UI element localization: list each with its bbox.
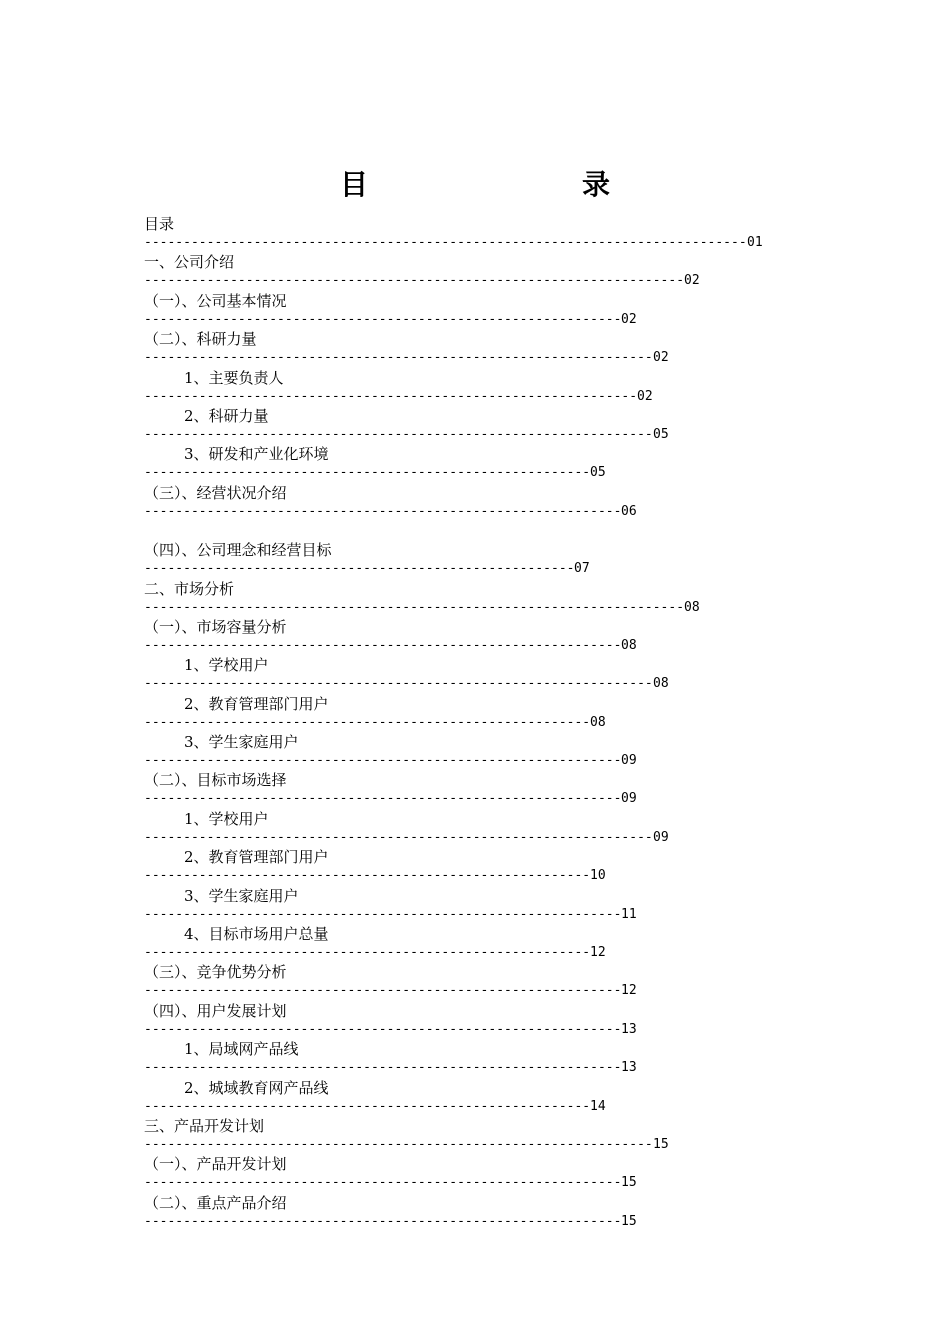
toc-entry[interactable] [144,845,804,883]
toc-entry-page-number: 08 [590,714,606,730]
toc-entry-page-number: 08 [684,599,700,615]
toc-entry[interactable] [144,442,804,480]
toc-entry-page-number: 11 [621,906,637,922]
toc-entry[interactable] [144,577,804,615]
toc-entry[interactable] [144,653,804,691]
toc-entry[interactable] [144,692,804,730]
toc-entry-label: 1、局域网产品线 [184,1040,299,1059]
toc-entry-page-number: 05 [590,465,606,481]
toc-entry-label: 2、城域教育网产品线 [184,1078,329,1097]
toc-entry-label: 3、学生家庭用户 [184,886,299,905]
toc-entry-leader: ------------------------------------------------------------- [144,906,622,922]
toc-entry-leader: ------------------------------------------------------------- [144,791,622,807]
toc-entry-leader: ------------------------------------------------------------- [144,1021,622,1037]
toc-entry-leader: ------------------------------------------------------------- [144,753,622,769]
toc-entry-page-number: 08 [621,637,637,653]
toc-entry-leader: --------------------------------------------------------- [144,465,591,481]
toc-entry-page-number: 05 [653,426,669,442]
toc-entry-leader: ------------------------------------------------------------- [144,637,622,653]
toc-entry-label: （二）、科研力量 [144,330,257,349]
toc-entry-label: 1、学校用户 [184,809,269,828]
toc-entry-leader: --------------------------------------------------------- [144,868,591,884]
toc-title [0,163,950,203]
toc-entry-page-number: 02 [637,388,653,404]
toc-entry-page-number: 15 [621,1175,637,1191]
toc-entry[interactable] [144,538,804,576]
toc-entry-label: （一）、产品开发计划 [144,1155,287,1174]
toc-entry-label: 3、研发和产业化环境 [184,445,329,464]
toc-entry-page-number: 07 [574,561,590,577]
toc-entry-label: 2、教育管理部门用户 [184,848,329,867]
toc-title-char-1: 目 [340,168,369,201]
toc-entry-leader: --------------------------------------------------------- [144,1098,591,1114]
toc-entry-label: 2、科研力量 [184,406,269,425]
toc-entry-label: 3、学生家庭用户 [184,733,299,752]
toc-entry-leader: ------------------------------------------------------------- [144,311,622,327]
toc-entry[interactable] [144,807,804,845]
toc-entry-leader: --------------------------------------------------------------- [144,388,638,404]
toc-list [144,212,804,1229]
toc-entry-page-number: 09 [621,791,637,807]
toc-entry[interactable] [144,1191,804,1229]
toc-entry-label: （二）、目标市场选择 [144,771,287,790]
toc-entry-label: （四）、用户发展计划 [144,1001,287,1020]
toc-entry[interactable] [144,999,804,1037]
toc-entry[interactable] [144,1152,804,1190]
toc-entry-page-number: 13 [621,1021,637,1037]
toc-entry-page-number: 01 [747,235,763,250]
toc-entry-page-number: 15 [621,1213,637,1229]
toc-entry-leader: --------------------------------------------------------- [144,714,591,730]
toc-entry[interactable] [144,1114,804,1152]
toc-entry-page-number: 02 [684,273,700,289]
toc-entry-page-number: 14 [590,1098,606,1114]
toc-entry-leader: ----------------------------------------------------------------- [144,676,653,692]
toc-entry[interactable] [144,327,804,365]
toc-entry-label: 三、产品开发计划 [144,1116,265,1135]
toc-entry-leader: ----------------------------------------------------------------- [144,829,653,845]
toc-entry[interactable] [144,884,804,922]
toc-entry-page-number: 10 [590,868,606,884]
toc-entry-label: （二）、重点产品介绍 [144,1193,287,1212]
toc-entry[interactable] [144,922,804,960]
toc-entry-leader: ------------------------------------------------------------- [144,1060,622,1076]
toc-entry-page-number: 09 [653,829,669,845]
toc-entry-label: 1、主要负责人 [184,368,284,387]
toc-entry-page-number: 09 [621,753,637,769]
toc-entry-leader: ------------------------------------------------------------- [144,503,622,519]
toc-entry-page-number: 13 [621,1060,637,1076]
toc-entry[interactable] [144,1037,804,1075]
toc-title-char-2: 录 [582,168,611,201]
toc-entry[interactable] [144,615,804,653]
toc-entry-page-number: 15 [653,1136,669,1152]
toc-entry-page-number: 12 [621,983,637,999]
toc-entry-label: （三）、竞争优势分析 [144,963,287,982]
toc-entry-leader: ----------------------------------------------------------------- [144,350,653,366]
toc-entry-leader: ----------------------------------------------------------------- [144,1136,653,1152]
toc-entry-leader: --------------------------------------------------------------------- [144,273,685,289]
toc-entry-leader: --------------------------------------------------------- [144,945,591,961]
toc-entry-page-number: 12 [590,945,606,961]
toc-entry-leader: --------------------------------------------------------------------- [144,599,685,615]
toc-entry-leader: ------------------------------------------------------------- [144,1175,622,1191]
toc-entry-label: 目录 [144,215,175,233]
toc-entry-label: 4、目标市场用户总量 [184,925,329,944]
toc-entry-label: （一）、市场容量分析 [144,617,287,636]
toc-entry-label: 1、学校用户 [184,656,269,675]
toc-entry[interactable] [144,1076,804,1114]
toc-entry-label: 2、教育管理部门用户 [184,694,329,713]
toc-entry[interactable] [144,404,804,442]
toc-entry[interactable] [144,289,804,327]
toc-entry-leader: ------------------------------------------------------- [144,561,575,577]
toc-entry-page-number: 06 [621,503,637,519]
toc-entry-page-number: 02 [653,350,669,366]
toc-entry-label: （四）、公司理念和经营目标 [144,541,332,560]
toc-entry[interactable] [144,730,804,768]
toc-entry[interactable] [144,366,804,404]
toc-entry-page-number: 02 [621,311,637,327]
toc-entry-leader: ----------------------------------------------------------------------------- [144,235,747,250]
toc-entry-page-number: 08 [653,676,669,692]
toc-entry-label: （一）、公司基本情况 [144,291,287,310]
toc-entry[interactable] [144,250,804,288]
toc-entry-label: 二、市场分析 [144,579,235,598]
toc-entry[interactable] [144,768,804,806]
toc-entry-leader: ------------------------------------------------------------- [144,983,622,999]
toc-entry[interactable] [144,481,804,519]
toc-entry-leader: ------------------------------------------------------------- [144,1213,622,1229]
toc-entry-label: 一、公司介绍 [144,253,235,272]
toc-entry[interactable] [144,212,804,250]
toc-entry-label: （三）、经营状况介绍 [144,483,287,502]
toc-entry[interactable] [144,960,804,998]
toc-entry-leader: ----------------------------------------------------------------- [144,426,653,442]
